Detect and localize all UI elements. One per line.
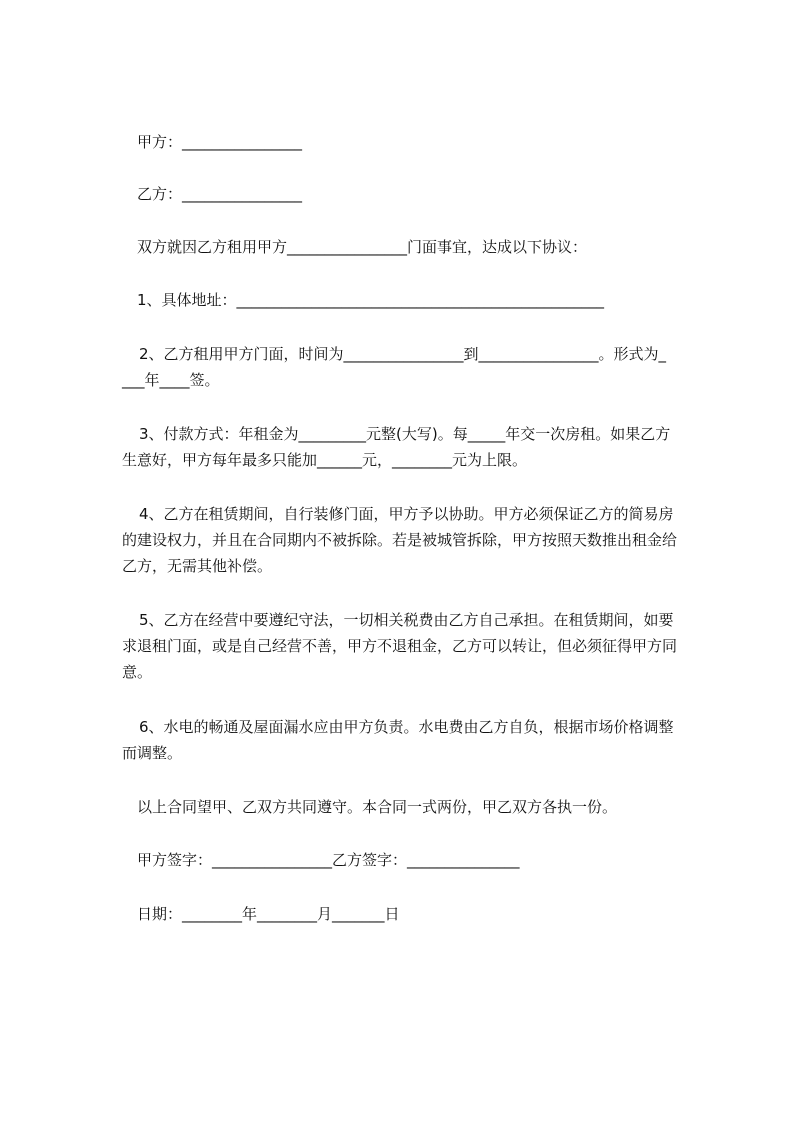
clause-6-line-2: 而调整。 [122, 744, 183, 762]
clause-4-line-2: 的建设权力，并且在合同期内不被拆除。若是被城管拆除，甲方按照天数推出租金给 [122, 531, 678, 549]
clause-2-line-2: ___年____签。 [122, 371, 220, 389]
clause-2-line-1: 2、乙方租用甲方门面，时间为________________到________________。形式为_ [139, 345, 667, 363]
intro-line: 双方就因乙方租用甲方________________门面事宜，达成以下协议： [137, 238, 588, 256]
clause-3-line-2: 生意好，甲方每年最多只能加______元，________元为上限。 [122, 451, 528, 469]
clause-3-line-1: 3、付款方式：年租金为_________元整(大写)。每_____年交一次房租。如果乙方 [139, 425, 671, 443]
clause-4-line-3: 乙方，无需其他补偿。 [122, 557, 273, 575]
party-b-line: 乙方：________________ [137, 185, 303, 203]
date-line: 日期：________年________月_______日 [137, 905, 400, 923]
clause-5-line-3: 意。 [122, 663, 153, 681]
closing-line: 以上合同望甲、乙双方共同遵守。本合同一式两份，甲乙双方各执一份。 [137, 798, 618, 816]
party-a-line: 甲方：________________ [137, 133, 303, 151]
clause-1: 1、具体地址：_________________________________________________ [137, 291, 605, 309]
signature-line: 甲方签字：________________乙方签字：_______________ [137, 851, 520, 869]
clause-5-line-2: 求退租门面，或是自己经营不善，甲方不退租金，乙方可以转让，但必须征得甲方同 [122, 637, 678, 655]
clause-5-line-1: 5、乙方在经营中要遵纪守法，一切相关税费由乙方自己承担。在租赁期间，如要 [139, 611, 674, 629]
clause-4-line-1: 4、乙方在租赁期间，自行装修门面，甲方予以协助。甲方必须保证乙方的简易房 [139, 505, 674, 523]
clause-6-line-1: 6、水电的畅通及屋面漏水应由甲方负责。水电费由乙方自负，根据市场价格调整 [139, 718, 674, 736]
